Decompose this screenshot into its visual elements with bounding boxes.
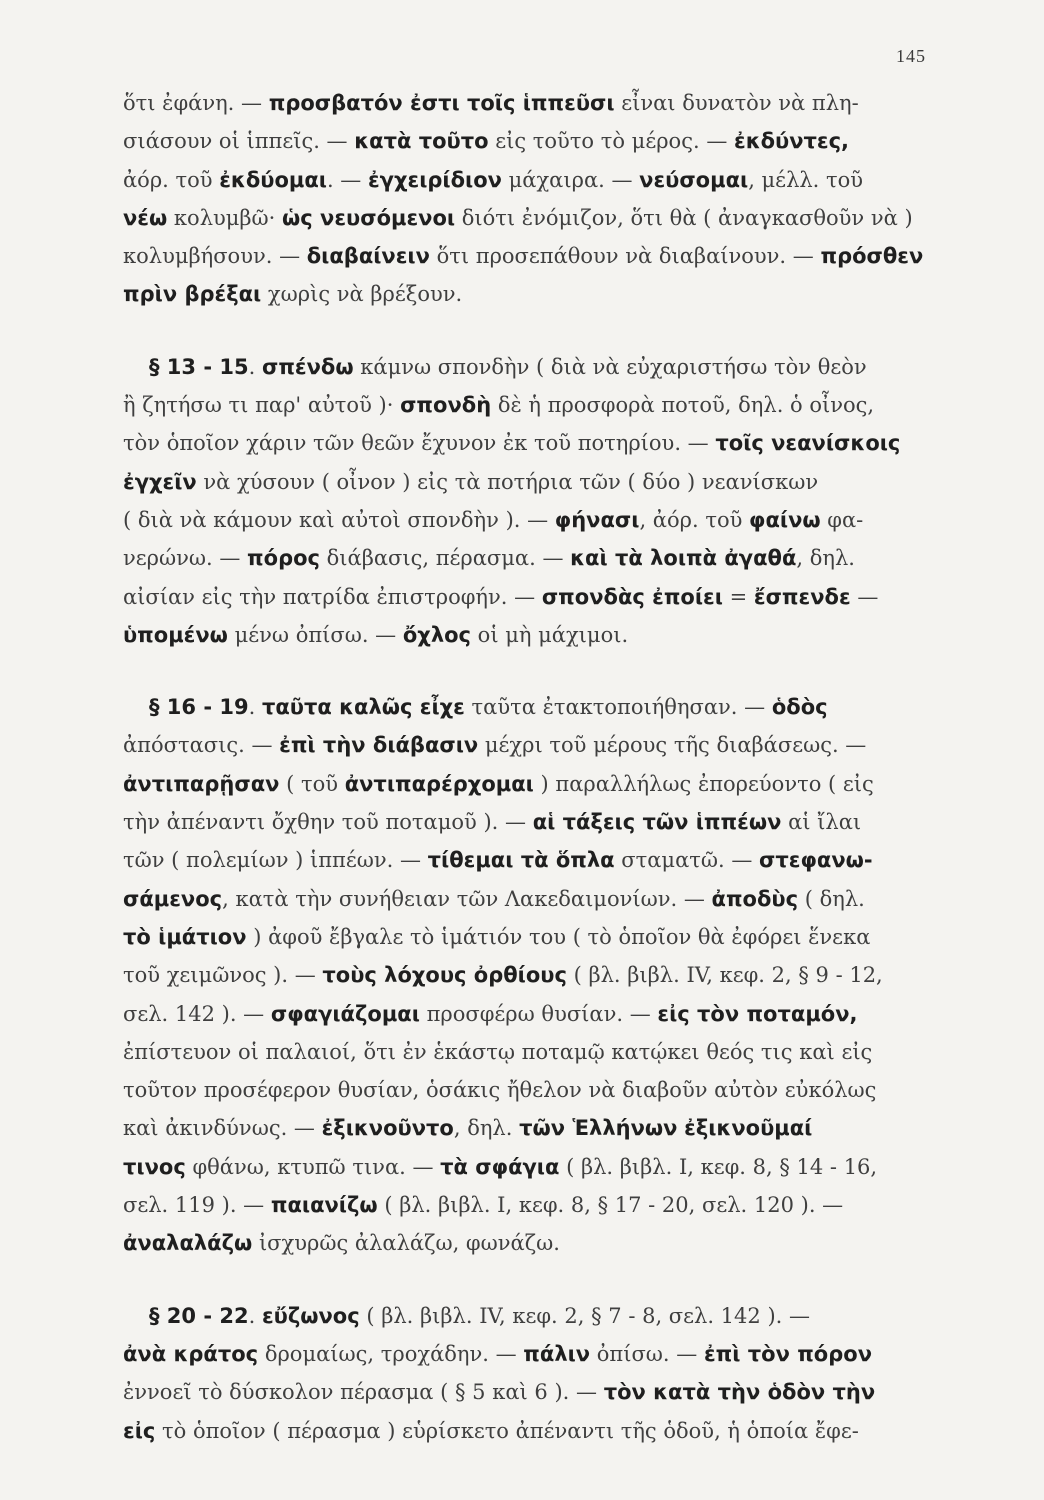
gloss-text: σελ. 142 ). — bbox=[123, 1001, 271, 1026]
text-line bbox=[123, 1224, 933, 1262]
gloss-text: ἀπόστασις. — bbox=[123, 733, 280, 758]
text-line bbox=[123, 918, 933, 956]
lemma-term: τὸ ἱμάτιον bbox=[123, 924, 247, 949]
lemma-term: ἀντιπαρέρχομαι bbox=[344, 771, 534, 796]
lemma-term: πάλιν bbox=[523, 1341, 591, 1366]
text-line bbox=[123, 199, 933, 237]
lemma-term: τοὺς λόχους ὀρθίους bbox=[322, 963, 567, 988]
gloss-text: ( διὰ νὰ κάμουν καὶ αὐτοὶ σπονδὴν ). — bbox=[123, 507, 555, 532]
gloss-text: ) παραλλήλως ἐπορεύοντο ( εἰς bbox=[533, 771, 874, 796]
gloss-text: αἱ ἴλαι bbox=[781, 810, 862, 835]
gloss-text: δρομαίως, τροχάδην. — bbox=[258, 1341, 524, 1366]
gloss-text: οἱ μὴ μάχιμοι. bbox=[471, 622, 629, 647]
gloss-text: κολυμβήσουν. — bbox=[123, 244, 307, 269]
lemma-term: κατὰ τοῦτο bbox=[354, 129, 489, 154]
lemma-term: σπένδω bbox=[261, 354, 354, 379]
lemma-term: εὔζωνος bbox=[261, 1303, 360, 1328]
lemma-term: εἰς τὸν ποταμόν, bbox=[657, 1001, 858, 1026]
gloss-text: τὸν ὁποῖον χάριν τῶν θεῶν ἔχυνον ἐκ τοῦ ποτηρίου. — bbox=[123, 431, 716, 456]
gloss-text: ἰσχυρῶς ἀλαλάζω, φωνάζω. bbox=[252, 1231, 560, 1256]
text-line bbox=[123, 161, 933, 199]
paragraph bbox=[123, 84, 933, 314]
gloss-text: χωρὶς νὰ βρέξουν. bbox=[261, 282, 463, 307]
gloss-text: , δηλ. bbox=[796, 546, 855, 571]
text-line bbox=[123, 995, 933, 1033]
gloss-text: ) ἀφοῦ ἔβγαλε τὸ ἱμάτιόν του ( τὸ ὁποῖον θὰ ἐφόρει ἕνεκα bbox=[246, 924, 871, 949]
text-line bbox=[123, 1148, 933, 1186]
lemma-term: φαίνω bbox=[749, 507, 821, 532]
lemma-term: εἰς bbox=[123, 1418, 156, 1443]
gloss-text: ( τοῦ bbox=[279, 771, 345, 796]
text-line bbox=[123, 1335, 933, 1373]
text-line bbox=[123, 880, 933, 918]
text-line bbox=[123, 1033, 933, 1071]
gloss-text: . bbox=[248, 354, 262, 379]
paragraph bbox=[123, 688, 933, 1262]
lemma-term: ἀναλαλάζω bbox=[123, 1231, 253, 1256]
gloss-text: αἰσίαν εἰς τὴν πατρίδα ἐπιστροφήν. — bbox=[123, 584, 542, 609]
lemma-term: ἀνὰ κράτος bbox=[123, 1341, 259, 1366]
text-line bbox=[123, 1373, 933, 1411]
gloss-text: . — bbox=[326, 167, 368, 192]
gloss-text: δὲ ἡ προσφορὰ ποτοῦ, δηλ. ὁ οἶνος, bbox=[491, 393, 875, 418]
lemma-term: τινος bbox=[123, 1154, 186, 1179]
gloss-text: κολυμβῶ· bbox=[167, 205, 283, 230]
gloss-text: , ἀόρ. τοῦ bbox=[639, 507, 750, 532]
gloss-text: ( βλ. βιβλ. I, κεφ. 8, § 17 - 20, σελ. 120 ). — bbox=[377, 1193, 844, 1218]
gloss-text: — bbox=[850, 584, 879, 609]
lemma-term: ἐγχειρίδιον bbox=[367, 167, 502, 192]
lemma-term: φήνασι bbox=[554, 507, 640, 532]
text-line bbox=[123, 539, 933, 577]
gloss-text: διότι ἐνόμιζον, ὅτι θὰ ( ἀναγκασθοῦν νὰ ) bbox=[455, 205, 913, 230]
gloss-text: προσφέρω θυσίαν. — bbox=[419, 1001, 658, 1026]
text-line bbox=[123, 1071, 933, 1109]
lemma-term: ὑπομένω bbox=[123, 622, 228, 647]
section-ref: § 20 - 22 bbox=[149, 1303, 249, 1328]
text-line bbox=[123, 578, 933, 616]
lemma-term: ἐπὶ τὴν διάβασιν bbox=[279, 733, 479, 758]
gloss-text: , κατὰ τὴν συνήθειαν τῶν Λακεδαιμονίων. — bbox=[222, 886, 712, 911]
lemma-term: διαβαίνειν bbox=[306, 244, 430, 269]
lemma-term: νέω bbox=[123, 205, 168, 230]
gloss-text: . bbox=[248, 695, 262, 720]
gloss-text: φθάνω, κτυπῶ τινα. — bbox=[185, 1154, 441, 1179]
gloss-text: τὴν ἀπέναντι ὄχθην τοῦ ποταμοῦ ). — bbox=[123, 810, 533, 835]
lemma-term: ἐγχεῖν bbox=[123, 469, 197, 494]
gloss-text: νερώνω. — bbox=[123, 546, 248, 571]
lemma-term: σάμενος bbox=[123, 886, 223, 911]
text-line bbox=[123, 386, 933, 424]
text-line bbox=[123, 1109, 933, 1147]
gloss-text: ὅτι ἐφάνη. — bbox=[123, 91, 269, 115]
gloss-text: ἐπίστευον οἱ παλαιοί, ὅτι ἐν ἑκάστῳ ποταμῷ κατῴκει θεός τις καὶ εἰς bbox=[123, 1039, 873, 1064]
gloss-text: κάμνω σπονδὴν ( διὰ νὰ εὐχαριστήσω τὸν θεὸν bbox=[353, 354, 867, 379]
lemma-term: τὸν κατὰ τὴν ὁδὸν τὴν bbox=[603, 1380, 876, 1405]
lemma-term: ὄχλος bbox=[402, 622, 471, 647]
gloss-text: τῶν ( πολεμίων ) ἱππέων. — bbox=[123, 848, 428, 873]
text-line bbox=[123, 956, 933, 994]
gloss-text: μάχαιρα. — bbox=[501, 167, 640, 192]
gloss-text: μέχρι τοῦ μέρους τῆς διαβάσεως. — bbox=[478, 733, 867, 758]
paragraph bbox=[123, 348, 933, 654]
gloss-text: . bbox=[248, 1303, 262, 1328]
section-ref: § 16 - 19 bbox=[149, 695, 249, 720]
gloss-text: , δηλ. bbox=[453, 1116, 520, 1141]
text-line bbox=[123, 348, 933, 386]
gloss-text: τοῦ χειμῶνος ). — bbox=[123, 963, 323, 988]
gloss-text: εἰς τοῦτο τὸ μέρος. — bbox=[488, 129, 734, 154]
gloss-text: μένω ὀπίσω. — bbox=[227, 622, 403, 647]
text-line bbox=[123, 765, 933, 803]
gloss-text: φα- bbox=[820, 507, 864, 532]
lemma-term: ἔσπενδε bbox=[753, 584, 851, 609]
gloss-text: καὶ ἀκινδύνως. — bbox=[123, 1116, 322, 1141]
text-line bbox=[123, 803, 933, 841]
gloss-text: ( βλ. βιβλ. IV, κεφ. 2, § 7 - 8, σελ. 142 ). — bbox=[359, 1303, 810, 1328]
lemma-term: ἐκδύντες, bbox=[734, 129, 850, 154]
text-line bbox=[123, 237, 933, 275]
lemma-term: ἐπὶ τὸν πόρον bbox=[703, 1341, 872, 1366]
gloss-text: σταματῶ. — bbox=[614, 848, 760, 873]
gloss-text: ἀόρ. τοῦ bbox=[123, 167, 220, 192]
lemma-term: πρὶν βρέξαι bbox=[123, 282, 262, 307]
text-line bbox=[123, 424, 933, 462]
lemma-term: ὡς νευσόμενοι bbox=[282, 205, 456, 230]
lemma-term: στεφανω- bbox=[759, 848, 873, 873]
page-body bbox=[123, 84, 933, 1484]
gloss-text: ἐννοεῖ τὸ δύσκολον πέρασμα ( § 5 καὶ 6 ). — bbox=[123, 1380, 604, 1405]
lemma-term: σπονδὴ bbox=[400, 393, 492, 418]
lemma-term: τίθεμαι τὰ ὅπλα bbox=[427, 848, 615, 873]
text-line bbox=[123, 841, 933, 879]
gloss-text: , μέλλ. τοῦ bbox=[748, 167, 864, 192]
text-line bbox=[123, 463, 933, 501]
lemma-term: ὁδὸς bbox=[771, 695, 828, 720]
lemma-term: τῶν Ἑλλήνων bbox=[519, 1116, 678, 1141]
gloss-text: ἢ ζητήσω τι παρ' αὐτοῦ )· bbox=[123, 393, 401, 418]
lemma-term: νεύσομαι bbox=[639, 167, 749, 192]
lemma-term: σφαγιάζομαι bbox=[270, 1001, 420, 1026]
paragraph bbox=[123, 1297, 933, 1450]
gloss-text: ταῦτα ἐτακτοποιήθησαν. — bbox=[464, 695, 772, 720]
gloss-text: εἶναι δυνατὸν νὰ πλη- bbox=[614, 91, 859, 115]
gloss-text: τὸ ὁποῖον ( πέρασμα ) εὑρίσκετο ἀπέναντι τῆς ὁδοῦ, ἡ ὁποία ἔφε- bbox=[155, 1418, 859, 1443]
gloss-text: ( βλ. βιβλ. I, κεφ. 8, § 14 - 16, bbox=[559, 1154, 878, 1179]
lemma-term: ταῦτα καλῶς εἶχε bbox=[261, 695, 465, 720]
lemma-term: παιανίζω bbox=[270, 1193, 378, 1218]
lemma-term: τὰ σφάγια bbox=[440, 1154, 560, 1179]
gloss-text: ( βλ. βιβλ. IV, κεφ. 2, § 9 - 12, bbox=[566, 963, 883, 988]
gloss-text: ὀπίσω. — bbox=[590, 1341, 704, 1366]
section-ref: § 13 - 15 bbox=[149, 354, 249, 379]
lemma-term: ἀποδὺς bbox=[711, 886, 799, 911]
text-line bbox=[123, 122, 933, 160]
text-line bbox=[123, 1297, 933, 1335]
text-line bbox=[123, 1412, 933, 1450]
lemma-term: αἱ τάξεις τῶν ἱππέων bbox=[532, 810, 782, 835]
gloss-text: τοῦτον προσέφερον θυσίαν, ὁσάκις ἤθελον νὰ διαβοῦν αὐτὸν εὐκόλως bbox=[123, 1078, 877, 1103]
lemma-term: ἐξικνοῦμαί bbox=[684, 1116, 813, 1141]
lemma-term: πρόσθεν bbox=[820, 244, 924, 269]
page-number: 145 bbox=[896, 46, 926, 66]
text-line bbox=[123, 1186, 933, 1224]
lemma-term: ἀντιπαρῇσαν bbox=[123, 771, 280, 796]
gloss-text: ὅτι προσεπάθουν νὰ διαβαίνουν. — bbox=[429, 244, 821, 269]
text-line bbox=[123, 84, 933, 122]
gloss-text: ( δηλ. bbox=[798, 886, 865, 911]
text-line bbox=[123, 726, 933, 764]
lemma-term: τοῖς νεανίσκοις bbox=[715, 431, 901, 456]
gloss-text: = bbox=[722, 584, 754, 609]
text-line bbox=[123, 501, 933, 539]
lemma-term: σπονδὰς ἐποίει bbox=[541, 584, 723, 609]
text-line bbox=[123, 616, 933, 654]
lemma-term: ἐκδύομαι bbox=[219, 167, 327, 192]
gloss-text: διάβασις, πέρασμα. — bbox=[319, 546, 571, 571]
gloss-text: νὰ χύσουν ( οἶνον ) εἰς τὰ ποτήρια τῶν ( δύο ) νεανίσκων bbox=[196, 469, 819, 494]
lemma-term: καὶ τὰ λοιπὰ ἀγαθά bbox=[570, 546, 797, 571]
text-line bbox=[123, 275, 933, 313]
lemma-term: πόρος bbox=[247, 546, 320, 571]
gloss-text: σελ. 119 ). — bbox=[123, 1193, 271, 1218]
lemma-term: ἐξικνοῦντο bbox=[321, 1116, 454, 1141]
text-line bbox=[123, 688, 933, 726]
lemma-term: προσβατόν ἐστι τοῖς ἱππεῦσι bbox=[268, 91, 615, 115]
gloss-text: σιάσουν οἱ ἱππεῖς. — bbox=[123, 129, 355, 154]
